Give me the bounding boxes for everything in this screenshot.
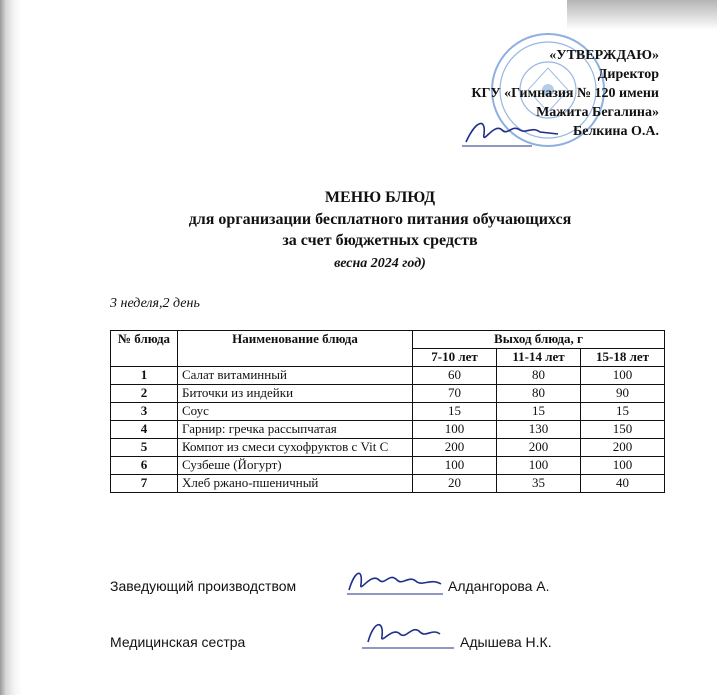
row-qty: 20 (413, 475, 497, 493)
signature-role: Заведующий производством (110, 578, 297, 594)
row-qty: 130 (497, 421, 581, 439)
row-qty: 15 (413, 403, 497, 421)
row-name: Салат витаминный (178, 367, 413, 385)
table-row (111, 421, 665, 439)
row-qty: 100 (581, 367, 665, 385)
row-name: Сузбеше (Йогурт) (178, 457, 413, 475)
row-qty: 200 (413, 439, 497, 457)
table-row (111, 367, 665, 385)
approval-position: Директор (597, 67, 659, 82)
row-qty: 200 (581, 439, 665, 457)
corner-shadow (567, 0, 717, 30)
header-age-7-10: 7-10 лет (413, 349, 497, 367)
approval-school-line1: КГУ «Гимназия № 120 имени (471, 86, 659, 101)
menu-funding: за счет бюджетных средств (282, 232, 478, 249)
header-age-11-14: 11-14 лет (497, 349, 581, 367)
row-num: 7 (111, 475, 178, 493)
table-row (111, 457, 665, 475)
menu-season: весна 2024 год) (334, 256, 426, 271)
header-num: № блюда (111, 331, 178, 367)
week-day-label: 3 неделя,2 день (110, 296, 200, 311)
row-num: 4 (111, 421, 178, 439)
table-row (111, 475, 665, 493)
menu-table (110, 330, 665, 493)
row-num: 2 (111, 385, 178, 403)
row-num: 6 (111, 457, 178, 475)
row-name: Гарнир: гречка рассыпчатая (178, 421, 413, 439)
row-qty: 15 (497, 403, 581, 421)
row-qty: 100 (413, 457, 497, 475)
signature-role: Медицинская сестра (110, 634, 246, 650)
row-num: 1 (111, 367, 178, 385)
nurse-signature (362, 616, 457, 652)
menu-subtitle: для организации бесплатного питания обучающихся (188, 211, 572, 228)
row-num: 3 (111, 403, 178, 421)
row-qty: 15 (581, 403, 665, 421)
header-yield-group: Выход блюда, г (413, 331, 665, 349)
page-edge (0, 0, 22, 695)
menu-title: МЕНЮ БЛЮД (324, 189, 436, 206)
row-qty: 200 (497, 439, 581, 457)
row-qty: 100 (497, 457, 581, 475)
row-qty: 70 (413, 385, 497, 403)
header-age-15-18: 15-18 лет (581, 349, 665, 367)
row-num: 5 (111, 439, 178, 457)
signature-name: Адышева Н.К. (460, 634, 552, 650)
row-qty: 80 (497, 385, 581, 403)
row-qty: 80 (497, 367, 581, 385)
row-qty: 150 (581, 421, 665, 439)
table-row (111, 439, 665, 457)
director-signature (462, 112, 562, 152)
table-row (111, 403, 665, 421)
row-qty: 60 (413, 367, 497, 385)
row-name: Хлеб ржано-пшеничный (178, 475, 413, 493)
row-qty: 100 (581, 457, 665, 475)
row-name: Соус (178, 403, 413, 421)
row-qty: 100 (413, 421, 497, 439)
approval-director-name: Белкина О.А. (572, 124, 659, 139)
signature-name: Алдангорова А. (448, 578, 550, 594)
production-manager-signature (345, 564, 445, 598)
table-row (111, 385, 665, 403)
header-name: Наименование блюда (178, 331, 413, 367)
row-name: Биточки из индейки (178, 385, 413, 403)
row-qty: 90 (581, 385, 665, 403)
row-qty: 40 (581, 475, 665, 493)
approval-school-line2: Мажита Бегалина» (536, 105, 659, 120)
row-name: Компот из смеси сухофруктов с Vit C (178, 439, 413, 457)
row-qty: 35 (497, 475, 581, 493)
approval-heading: «УТВЕРЖДАЮ» (549, 48, 659, 63)
